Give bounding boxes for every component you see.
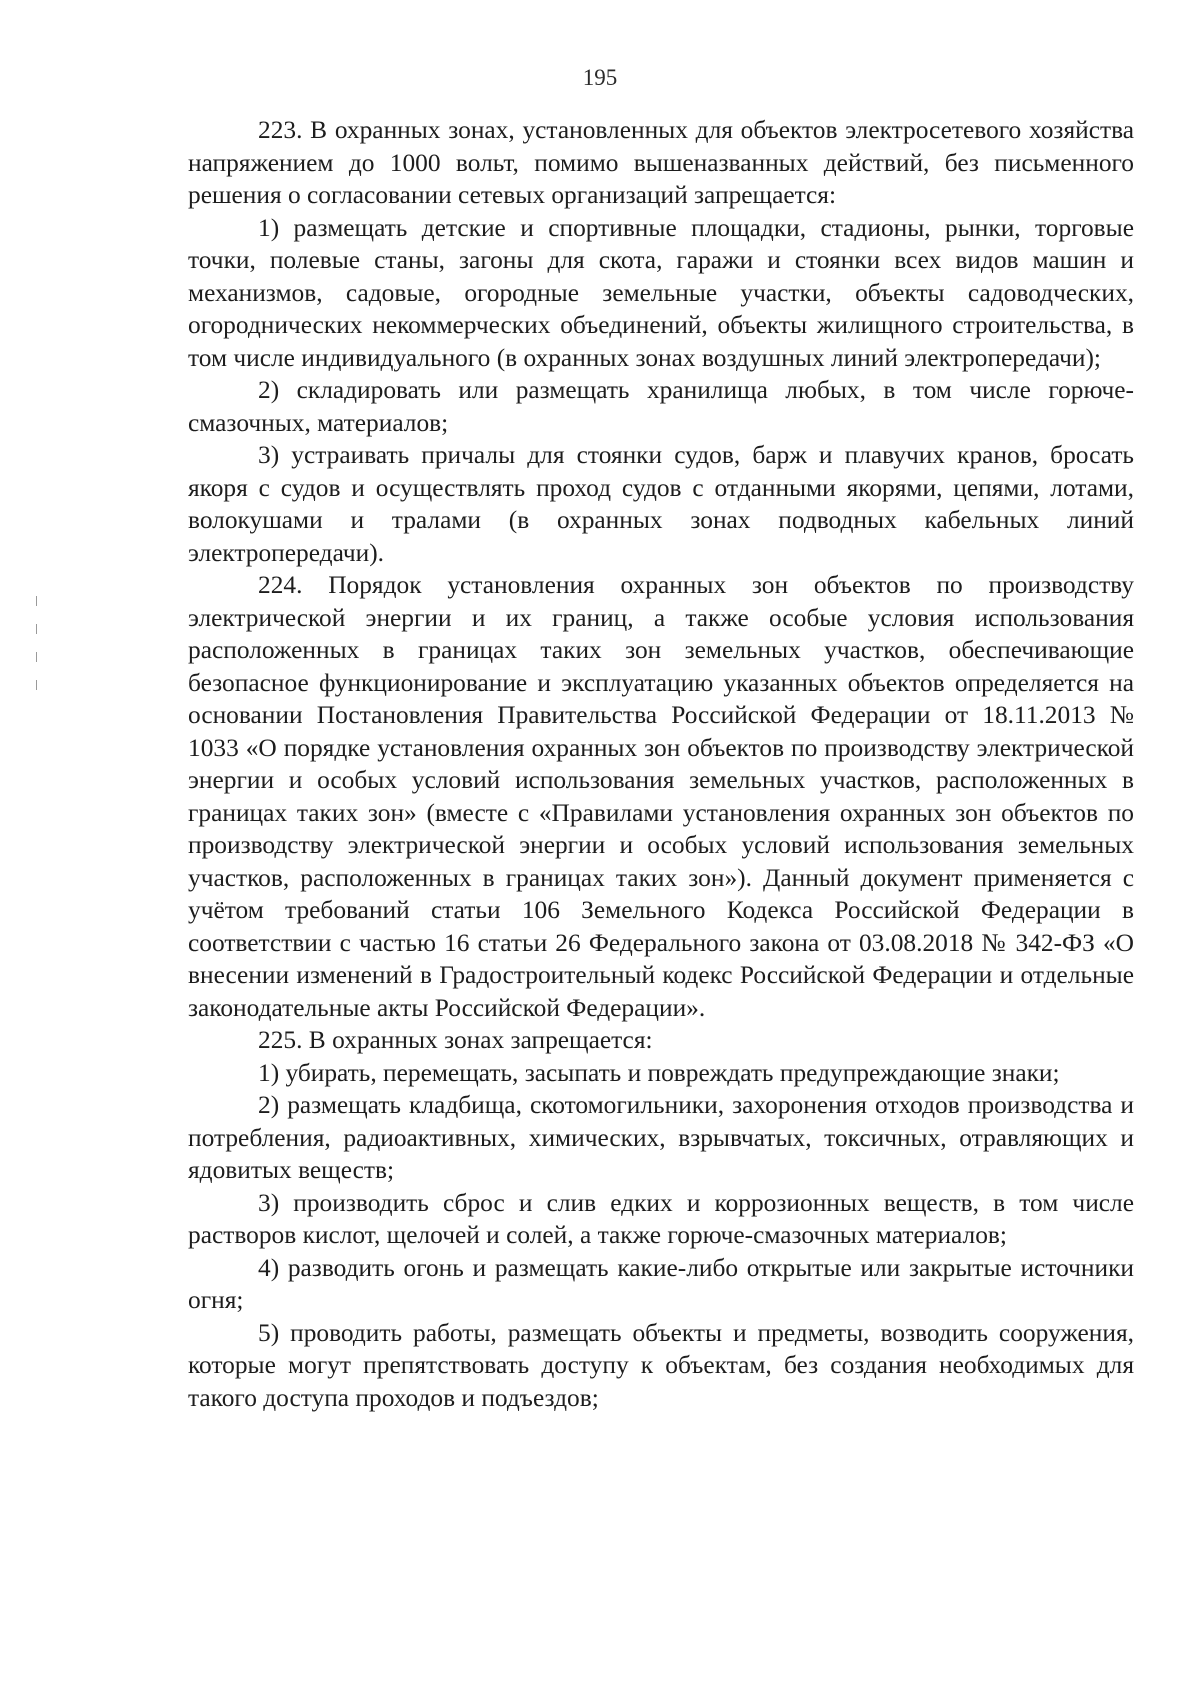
paragraph-224: 224. Порядок установления охранных зон объектов по производству электрической энергии и их границ, а также особые условия использования расположенных в границах таких зон земельных участков, обеспечивающие безопасное функционирование и эксплуатацию указанных объектов определяется на основании Постановления Правительства Российской Федерации от 18.11.2013 № 1033 «О порядке установления охранных зон объектов по производству электрической энергии и особых условий использования земельных участков, расположенных в границах таких зон» (вместе с «Правилами установления охранных зон объектов по производству электрической энергии и особых условий использования земельных участков, расположенных в границах таких зон»). Данный документ применяется с учётом требований статьи 106 Земельного Кодекса Российской Федерации в соответствии с частью 16 статьи 26 Федерального закона от 03.08.2018 № 342-ФЗ «О внесении изменений в Градостроительный кодекс Российской Федерации и отдельные законодательные акты Российской Федерации». (188, 571, 1134, 1022)
paragraph-225-item-3: 3) производить сброс и слив едких и коррозионных веществ, в том числе растворов кислот, щелочей и солей, а также горюче-смазочных материалов; (188, 1188, 1134, 1249)
paragraph-223-item-1: 1) размещать детские и спортивные площадки, стадионы, рынки, торговые точки, полевые станы, загоны для скота, гаражи и стоянки всех видов машин и механизмов, садовые, огородные земельные участки, объекты садоводческих, огороднических некоммерческих объединений, объекты жилищного строительства, в том числе индивидуального (в охранных зонах воздушных линий электропередачи); (188, 213, 1134, 372)
paragraph-223-item-2: 2) складировать или размещать хранилища любых, в том числе горюче-смазочных, материалов; (188, 376, 1134, 437)
paragraph-225-item-5: 5) проводить работы, размещать объекты и предметы, возводить сооружения, которые могут препятствовать доступу к объектам, без создания необходимых для такого доступа проходов и подъездов; (188, 1318, 1134, 1412)
margin-scan-marks (36, 596, 38, 692)
paragraph-223: 223. В охранных зонах, установленных для объектов электросетевого хозяйства напряжением до 1000 вольт, помимо вышеназванных действий, без письменного решения о согласовании сетевых организаций запрещается: (188, 116, 1134, 209)
paragraph-223-item-3: 3) устраивать причалы для стоянки судов, барж и плавучих кранов, бросать якоря с судов и осуществлять проход судов с отданными якорями, цепями, лотами, волокушами и тралами (в охранных зонах подводных кабельных линий электропередачи). (188, 441, 1134, 567)
paragraph-225-item-1: 1) убирать, перемещать, засыпать и повреждать предупреждающие знаки; (258, 1058, 1060, 1087)
paragraph-225: 225. В охранных зонах запрещается: (258, 1026, 653, 1054)
document-body (188, 114, 1134, 1414)
page-number: 195 (582, 65, 618, 90)
paragraph-225-item-2: 2) размещать кладбища, скотомогильники, захоронения отходов производства и потребления, радиоактивных, химических, взрывчатых, токсичных, отравляющих и ядовитых веществ; (188, 1091, 1134, 1184)
paragraph-225-item-4: 4) разводить огонь и размещать какие-либо открытые или закрытые источники огня; (188, 1253, 1134, 1314)
